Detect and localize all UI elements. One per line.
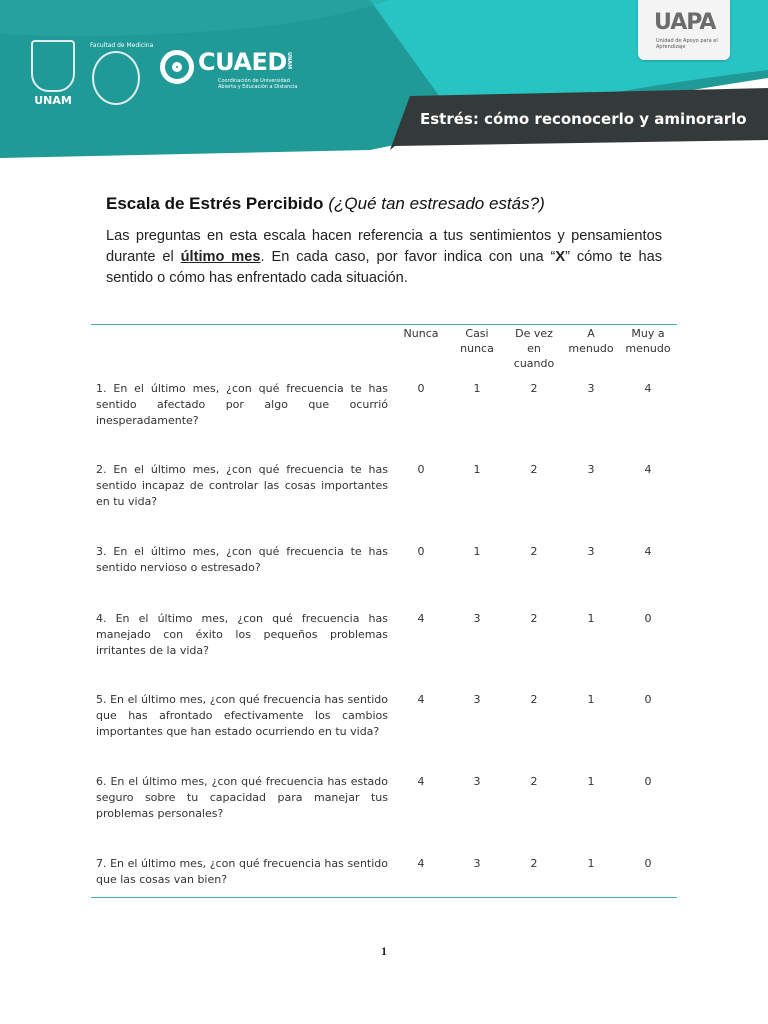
question-3: 3. En el último mes, ¿con qué frecuencia te has sentido nervioso o estresado? [96, 545, 388, 574]
score-cell[interactable]: 3 [473, 693, 481, 706]
score-cell[interactable]: 2 [530, 545, 538, 558]
score-cell[interactable]: 1 [587, 775, 595, 788]
score-cell[interactable]: 4 [417, 612, 425, 625]
score-cell[interactable]: 1 [473, 382, 481, 395]
score-cell[interactable]: 2 [530, 382, 538, 395]
column-header-muy-a-menudo [619, 326, 677, 356]
column-header-line: nunca [460, 342, 494, 355]
unam-logo [30, 40, 76, 107]
document-title [106, 194, 545, 214]
cuaed-logo-vertical-text: UNAM [286, 52, 292, 70]
score-cell[interactable]: 3 [587, 382, 595, 395]
column-header-de-vez-en-cuando [505, 326, 563, 371]
score-cell[interactable]: 0 [644, 612, 652, 625]
score-cell[interactable]: 0 [417, 545, 425, 558]
column-header-line: Nunca [403, 327, 439, 340]
intro-text-1: Las preguntas en esta escala hacen referencia a tus sentimientos y pensamientos durante el [106, 228, 662, 265]
score-cell[interactable]: 2 [530, 463, 538, 476]
score-cell[interactable]: 0 [417, 382, 425, 395]
score-cell[interactable]: 1 [473, 545, 481, 558]
intro-text-2: . En cada caso, por favor indica con una “ [260, 249, 556, 265]
question-6: 6. En el último mes, ¿con qué frecuencia has estado seguro sobre tu capacidad para manejar tus problemas personales? [96, 775, 388, 820]
score-cell[interactable]: 3 [473, 775, 481, 788]
table-bottom-rule [91, 897, 677, 898]
uapa-logo-label: UAPA [654, 10, 716, 35]
intro-paragraph [106, 226, 662, 289]
score-cell[interactable]: 4 [417, 775, 425, 788]
score-cell[interactable]: 4 [644, 382, 652, 395]
cuaed-ring-icon [160, 50, 194, 84]
intro-x-mark: X [555, 249, 566, 265]
cuaed-logo-label: CUAED [198, 48, 287, 76]
score-cell[interactable]: 2 [530, 693, 538, 706]
table-top-rule [91, 324, 677, 325]
column-header-line: en [527, 342, 541, 355]
score-cell[interactable]: 2 [530, 612, 538, 625]
question-2: 2. En el último mes, ¿con qué frecuencia te has sentido incapaz de controlar las cosas importantes en tu vida? [96, 463, 388, 508]
score-cell[interactable]: 1 [587, 693, 595, 706]
score-cell[interactable]: 1 [587, 612, 595, 625]
score-cell[interactable]: 3 [587, 463, 595, 476]
header-banner [0, 0, 768, 160]
score-cell[interactable]: 0 [417, 463, 425, 476]
column-header-line: Muy a [631, 327, 665, 340]
cuaed-logo-subtitle: Coordinación de Universidad Abierta y Educación a Distancia [218, 78, 298, 90]
score-cell[interactable]: 3 [473, 857, 481, 870]
medicina-seal-icon [92, 51, 140, 105]
score-cell[interactable]: 2 [530, 857, 538, 870]
column-header-line: menudo [625, 342, 671, 355]
score-cell[interactable]: 2 [530, 775, 538, 788]
question-1: 1. En el último mes, ¿con qué frecuencia te has sentido afectado por algo que ocurrió inesperadamente? [96, 382, 388, 427]
question-5: 5. En el último mes, ¿con qué frecuencia has sentido que has afrontado efectivamente los cambios importantes que han estado ocurriendo en tu vida? [96, 693, 388, 738]
column-header-line: Casi [465, 327, 489, 340]
title-italic: (¿Qué tan estresado estás?) [328, 194, 545, 213]
score-cell[interactable]: 1 [587, 857, 595, 870]
score-cell[interactable]: 3 [473, 612, 481, 625]
column-header-line: A [587, 327, 595, 340]
column-header-a-menudo [562, 326, 620, 356]
score-cell[interactable]: 4 [644, 545, 652, 558]
column-header-line: menudo [568, 342, 614, 355]
medicina-logo [90, 42, 154, 105]
medicina-logo-label: Facultad de Medicina [90, 42, 154, 49]
uapa-logo [638, 0, 730, 66]
question-4: 4. En el último mes, ¿con qué frecuencia has manejado con éxito los pequeños problemas irritantes de la vida? [96, 612, 388, 657]
column-header-line: De vez [515, 327, 553, 340]
score-cell[interactable]: 4 [417, 693, 425, 706]
unam-logo-label: UNAM [34, 94, 72, 107]
page-subtitle: Estrés: cómo reconocerlo y aminorarlo [420, 110, 747, 128]
score-cell[interactable]: 1 [473, 463, 481, 476]
column-header-line: cuando [513, 357, 555, 370]
score-cell[interactable]: 0 [644, 693, 652, 706]
score-cell[interactable]: 4 [644, 463, 652, 476]
title-bold: Escala de Estrés Percibido [106, 194, 324, 213]
column-header-nunca [392, 326, 450, 341]
uapa-logo-subtitle: Unidad de Apoyo para el Aprendizaje [656, 38, 718, 50]
score-cell[interactable]: 4 [417, 857, 425, 870]
intro-text-3: ” cómo te has sentido o cómo has enfrentado cada situación. [106, 249, 662, 286]
score-cell[interactable]: 0 [644, 775, 652, 788]
score-cell[interactable]: 3 [587, 545, 595, 558]
intro-emphasis: último mes [180, 249, 261, 265]
question-7: 7. En el último mes, ¿con qué frecuencia has sentido que las cosas van bien? [96, 857, 388, 886]
score-cell[interactable]: 0 [644, 857, 652, 870]
unam-shield-icon [31, 40, 75, 92]
page-number: 1 [381, 944, 387, 958]
column-header-casi-nunca [448, 326, 506, 356]
